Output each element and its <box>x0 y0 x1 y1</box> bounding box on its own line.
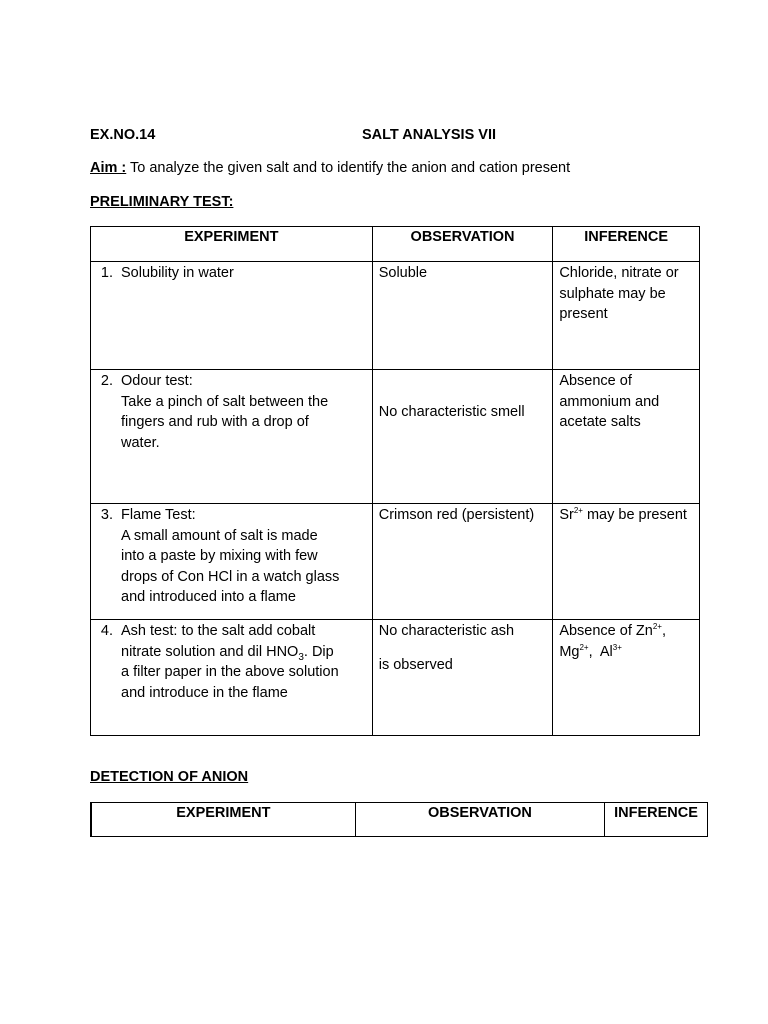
observation-text: Soluble <box>378 265 428 281</box>
column-header-inference: INFERENCE <box>605 803 708 837</box>
table-row <box>91 262 700 370</box>
experiment-text: Solubility in water <box>121 265 234 281</box>
preliminary-heading: PRELIMINARY TEST: <box>90 194 234 210</box>
ion-charge: 2+ <box>652 622 662 632</box>
table-row <box>91 370 700 504</box>
table-row <box>91 620 700 736</box>
inference-text: Chloride, nitrate or sulphate may be present <box>559 265 679 322</box>
aim-text: To analyze the given salt and to identify the anion and cation present <box>126 160 571 176</box>
observation-text: No characteristic ash <box>378 623 515 639</box>
experiment-text: A small amount of salt is made into a paste by mixing with few drops of Con HCl in a watch glass and introduced into a flame <box>121 527 340 605</box>
step-number: 1. <box>100 265 113 281</box>
inference-text: Absence of $Zn^{2+}$, $Mg^{2+}$, $Al^{3+}$ <box>559 622 666 660</box>
aim-line <box>90 160 570 176</box>
column-header-observation: OBSERVATION <box>372 227 553 262</box>
step-number: 2. <box>100 373 113 389</box>
ion-charge: 3+ <box>612 642 622 652</box>
table-row <box>91 504 700 620</box>
column-header-experiment: EXPERIMENT <box>91 803 355 837</box>
ion-symbol: Sr <box>559 507 574 523</box>
ion-symbol: Al <box>599 643 613 660</box>
experiment-text-cont: . Dip a filter paper in the above solution and introduce in the flame <box>121 643 339 701</box>
page-title: SALT ANALYSIS VII <box>362 127 497 143</box>
ion-symbol: Mg <box>559 643 580 660</box>
column-header-observation: OBSERVATION <box>355 803 604 837</box>
exercise-number: EX.NO.14 <box>90 127 156 143</box>
inference-text: Absence of ammonium and acetate salts <box>559 373 660 430</box>
experiment-text: Ash test: to the salt add cobalt nitrate solution and dil HNO <box>121 623 316 660</box>
ion-charge: 2+ <box>573 506 583 516</box>
table-header-row <box>91 803 708 837</box>
subscript: 3 <box>298 651 304 663</box>
inference-pre: Absence of Zn <box>559 623 653 639</box>
table-header-row <box>91 227 700 262</box>
inference-rest: may be present <box>582 507 687 523</box>
column-header-experiment: EXPERIMENT <box>91 227 373 262</box>
aim-label: Aim : <box>90 160 127 176</box>
observation-text-cont: is observed <box>378 656 453 673</box>
anion-table <box>90 802 708 837</box>
experiment-title: Odour test: <box>121 373 193 389</box>
experiment-title: Flame Test: <box>121 507 196 523</box>
ion-charge: 2+ <box>579 642 589 652</box>
inference-text <box>553 504 699 527</box>
anion-heading: DETECTION OF ANION <box>90 769 249 785</box>
column-header-inference: INFERENCE <box>553 227 700 262</box>
observation-text: Crimson red (persistent) <box>378 507 535 523</box>
step-number: 3. <box>100 507 113 523</box>
preliminary-table <box>90 226 700 736</box>
experiment-text: Take a pinch of salt between the fingers and rub with a drop of water. <box>121 393 329 451</box>
observation-text: No characteristic smell <box>378 404 525 420</box>
step-number: 4. <box>100 623 113 639</box>
